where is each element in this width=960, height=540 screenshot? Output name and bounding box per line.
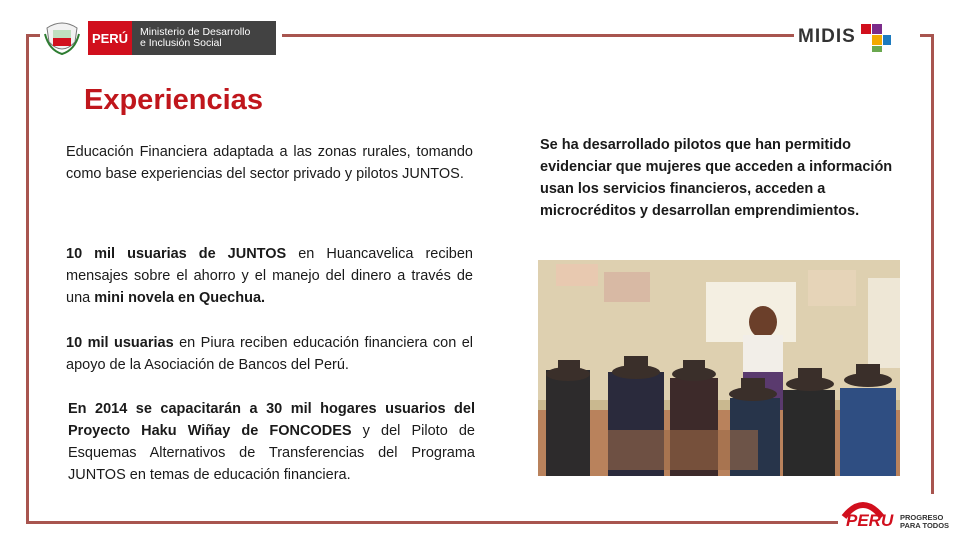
peru-label: PERÚ — [88, 21, 132, 55]
paragraph-juntos-bold-2: mini novela en Quechua. — [94, 290, 266, 306]
paragraph-piura-bold: 10 mil usuarias — [66, 335, 174, 351]
paragraph-juntos — [66, 243, 473, 309]
ministry-logo — [40, 18, 280, 58]
paragraph-piura — [66, 332, 473, 376]
ministry-line-2: e Inclusión Social — [140, 37, 222, 49]
progreso-logo — [838, 494, 960, 540]
slogan-line-1: PROGRESO — [900, 513, 944, 522]
slogan-line-2: PARA TODOS — [900, 521, 950, 530]
footer-peru-label: PERU — [846, 511, 894, 530]
ministry-line-1: Ministerio de Desarrollo — [140, 26, 251, 38]
paragraph-piura-text: en Piura reciben educación financiera con el apoyo de la Asociación de Bancos del Perú. — [66, 335, 473, 373]
coat-of-arms-icon — [40, 18, 84, 58]
training-photo — [538, 260, 900, 476]
paragraph-2014-bold: En 2014 se capacitarán a 30 mil hogares usuarios del Proyecto Haku Wiñay de FONCODES — [68, 401, 475, 439]
pilots-summary: Se ha desarrollado pilotos que han permitido evidenciar que mujeres que acceden a información usan los servicios financieros, acceden a microcréditos y desarrollan emprendimientos. — [540, 137, 893, 219]
midis-cross-icon — [859, 22, 893, 52]
ministry-name — [132, 21, 276, 55]
footer-slogan — [900, 514, 949, 530]
page-title: Experiencias — [84, 84, 263, 116]
paragraph-juntos-bold-1: 10 mil usuarias de JUNTOS — [66, 246, 287, 262]
paragraph-2014 — [66, 398, 475, 486]
midis-logo — [794, 20, 920, 54]
paragraph-education: Educación Financiera adaptada a las zonas rurales, tomando como base experiencias del sector privado y pilotos JUNTOS. — [66, 144, 473, 182]
paragraph-juntos-text: en Huancavelica reciben mensajes sobre el ahorro y el manejo del dinero a través de una — [66, 246, 473, 306]
midis-label: MIDIS — [798, 26, 856, 47]
paragraph-2014-text: y del Piloto de Esquemas Alternativos de Transferencias del Programa JUNTOS en temas de educación financiera. — [68, 423, 475, 483]
